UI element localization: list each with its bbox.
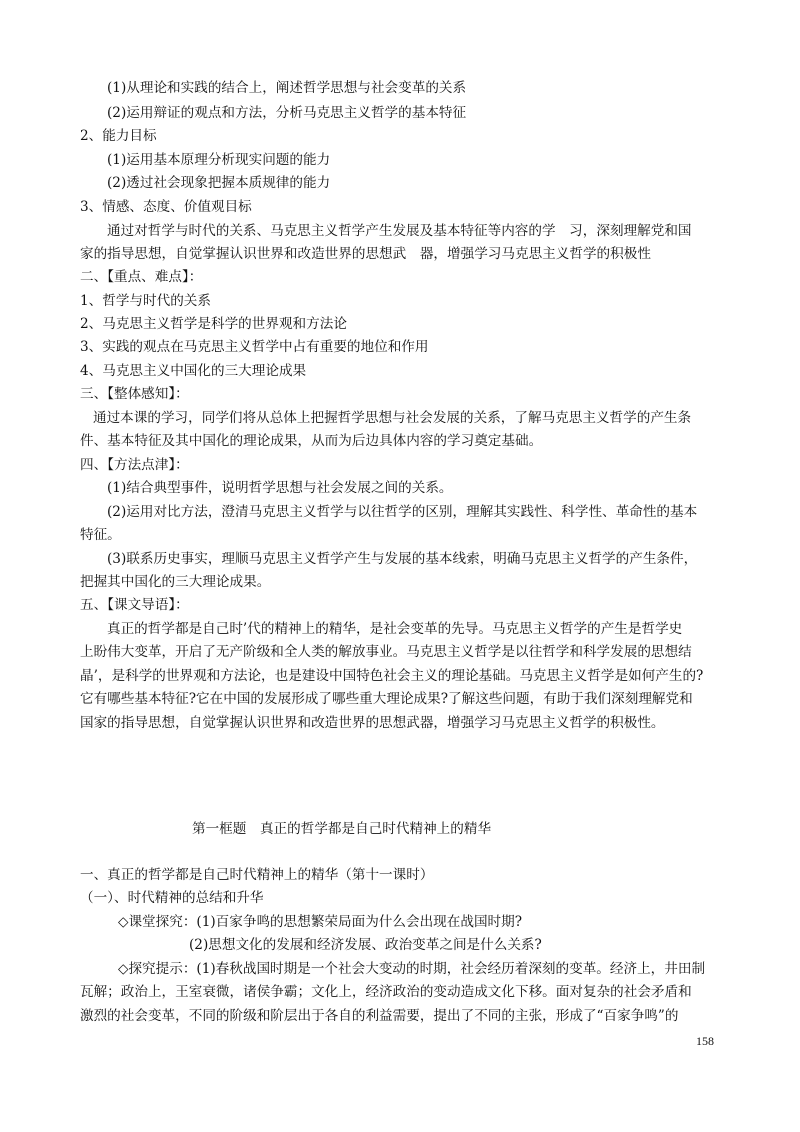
text-line: 上盼伟大变革，开启了无产阶级和全人类的解放事业。马克思主义哲学是以往哲学和科学发展的思想结 <box>80 644 692 660</box>
text-line: 件、基本特征及其中国化的理论成果，从而为后边具体内容的学习奠定基础。 <box>80 433 543 449</box>
text-line: 把握其中国化的三大理论成果。 <box>80 574 271 590</box>
list-item: 1、哲学与时代的关系 <box>80 293 211 309</box>
list-item: 4、马克思主义中国化的三大理论成果 <box>80 363 307 379</box>
text-line: 激烈的社会变革，不同的阶级和阶层出于各自的利益需要，提出了不同的主张，形成了“百家争鸣”的 <box>80 1008 679 1024</box>
section-heading: 五、【课文导语】： <box>80 597 189 613</box>
section-heading: 一、真正的哲学都是自己时代精神上的精华（第十一课时） <box>80 867 434 883</box>
text-line: ◇探究提示：(1)春秋战国时期是一个社会大变动的时期，社会经历着深刻的变革。经济上，井田制 <box>118 961 706 977</box>
list-item: 3、实践的观点在马克思主义哲学中占有重要的地位和作用 <box>80 339 429 355</box>
section-heading: 3、情感、态度、价值观目标 <box>80 199 252 215</box>
text-line: 通过对哲学与时代的关系、马克思主义哲学产生发展及基本特征等内容的学 习，深刻理解党和国 <box>107 223 692 239</box>
section-heading: 四、【方法点津】： <box>80 457 189 473</box>
text-line: (2)透过社会现象把握本质规律的能力 <box>107 175 331 191</box>
subsection-heading: （一）、时代精神的总结和升华 <box>80 890 264 906</box>
text-line: 家的指导思想，自觉掌握认识世界和改造世界的思想武 器，增强学习马克思主义哲学的积极性 <box>80 246 651 262</box>
text-line: 瓦解；政治上，王室衰微，诸侯争霸；文化上，经济政治的变动造成文化下移。面对复杂的社会矛盾和 <box>80 984 692 1000</box>
page-number: 158 <box>696 1034 714 1048</box>
text-line: (3)联系历史事实，理顺马克思主义哲学产生与发展的基本线索，明确马克思主义哲学的产生条件， <box>107 551 698 567</box>
text-line: ◇课堂探究：(1)百家争鸣的思想繁荣局面为什么会出现在战国时期? <box>118 914 523 930</box>
text-line: (2)思想文化的发展和经济发展、政治变革之间是什么关系? <box>189 937 542 953</box>
text-line: (1)结合典型事件，说明哲学思想与社会发展之间的关系。 <box>107 480 453 496</box>
section-heading: 三、【整体感知】： <box>80 386 189 402</box>
text-line: 特征。 <box>80 527 121 543</box>
list-item: 2、马克思主义哲学是科学的世界观和方法论 <box>80 316 347 332</box>
text-line: (2)运用对比方法，澄清马克思主义哲学与以往哲学的区别，理解其实践性、科学性、革命性的基本 <box>107 504 698 520</box>
text-line: (1)运用基本原理分析现实问题的能力 <box>107 152 331 168</box>
text-line: 晶’，是科学的世界观和方法论，也是建设中国特色社会主义的理论基础。马克思主义哲学是如何产生的? <box>80 668 704 684</box>
text-line: 真正的哲学都是自己时’代的精神上的精华，是社会变革的先导。马克思主义哲学的产生是哲学史 <box>107 621 683 637</box>
section-heading: 2、能力目标 <box>80 128 157 144</box>
section-title: 第一框题 真正的哲学都是自己时代精神上的精华 <box>192 821 492 837</box>
text-line: 它有哪些基本特征?它在中国的发展形成了哪些重大理论成果?了解这些问题，有助于我们深刻理解党和 <box>80 691 693 707</box>
text-line: 通过本课的学习，同学们将从总体上把握哲学思想与社会发展的关系，了解马克思主义哲学的产生条 <box>93 410 692 426</box>
text-line: (1)从理论和实践的结合上，阐述哲学思想与社会变革的关系 <box>107 80 467 96</box>
text-line: (2)运用辩证的观点和方法，分析马克思主义哲学的基本特征 <box>107 105 467 121</box>
section-heading: 二、【重点、难点】： <box>80 269 203 285</box>
text-line: 国家的指导思想，自觉掌握认识世界和改造世界的思想武器，增强学习马克思主义哲学的积极性。 <box>80 715 665 731</box>
